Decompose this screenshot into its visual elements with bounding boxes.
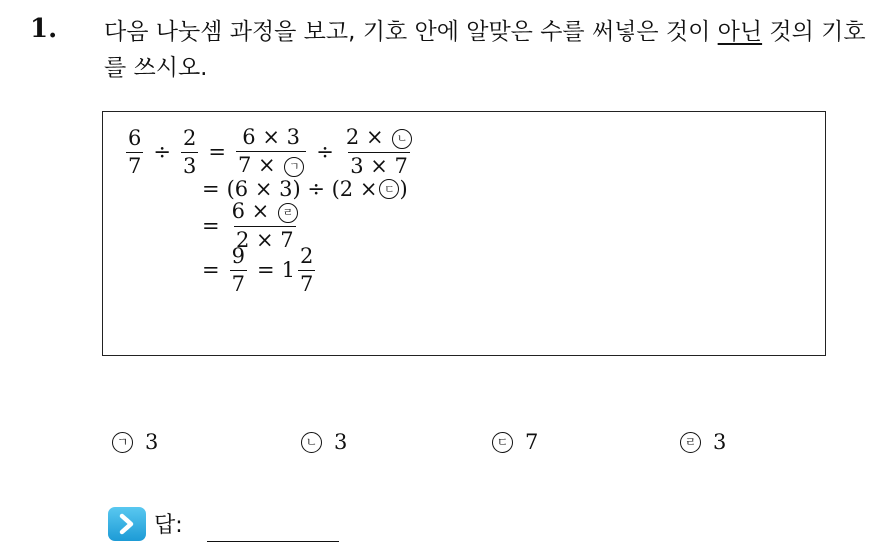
fraction-nine-sevenths: [230, 243, 247, 296]
circled-rieul-blank: ㄹ: [278, 203, 298, 223]
choice-nieun[interactable]: [301, 430, 347, 454]
question-text-start: 다음 나눗셈 과정을 보고, 기호 안에 알맞은 수를 써넣은 것이: [104, 19, 718, 45]
choice-value: 7: [525, 430, 539, 454]
fraction-six-sevenths: [126, 125, 143, 178]
circled-giyeok-label: ㄱ: [112, 432, 133, 453]
denominator: [236, 151, 306, 177]
question-text-end: 것의 기호를 쓰시오.: [104, 19, 866, 81]
circled-rieul-label: ㄹ: [680, 432, 701, 453]
circled-nieun-blank: ㄴ: [392, 129, 412, 149]
denominator: 3 × 7: [350, 153, 408, 178]
division-process: [123, 125, 417, 296]
numerator: 2: [299, 243, 314, 268]
choice-digeut[interactable]: [492, 430, 538, 454]
numerator: 6 × 3: [242, 125, 300, 150]
question-number: 1.: [30, 14, 58, 44]
numerator: 6: [128, 125, 142, 150]
circled-digeut-label: ㄷ: [492, 432, 513, 453]
circled-nieun-label: ㄴ: [301, 432, 322, 453]
numerator: 2: [182, 125, 197, 150]
fraction-two-thirds: [181, 125, 198, 178]
circled-digeut-blank: ㄷ: [379, 179, 399, 199]
numerator-text: 2 ×: [345, 125, 384, 150]
denominator: 2 × 7: [235, 227, 294, 252]
closing-paren: ): [399, 176, 408, 201]
divide-sign: ÷: [316, 139, 334, 164]
answer-blank[interactable]: [207, 511, 339, 542]
math-line-3: [123, 199, 417, 252]
answer-area: [108, 505, 339, 542]
denominator: 7: [231, 271, 245, 296]
question-text: [104, 14, 874, 86]
divide-sign: ÷: [153, 139, 171, 164]
answer-label: 답:: [154, 513, 183, 538]
math-line-4: [123, 243, 417, 296]
choice-rieul[interactable]: [680, 430, 726, 454]
circled-giyeok-blank: ㄱ: [284, 157, 304, 177]
numerator: [344, 127, 414, 152]
equals-sign: =: [202, 176, 220, 201]
denominator-text: 7 ×: [237, 153, 276, 178]
denominator: 7: [128, 153, 142, 178]
solution-box: [102, 111, 826, 356]
fraction-with-blank-a: [236, 127, 306, 177]
equals-sign: =: [202, 213, 220, 238]
mixed-number-whole: 1: [281, 257, 295, 282]
choice-value: 3: [145, 430, 159, 454]
math-line-1: [123, 125, 417, 178]
denominator: 3: [182, 153, 197, 178]
multiplication-expression: (6 × 3) ÷ (2 ×: [226, 176, 378, 201]
choice-value: 3: [334, 430, 348, 454]
choice-value: 3: [713, 430, 727, 454]
fraction-with-blank-b: [344, 127, 414, 177]
numerator-text: 6 ×: [231, 199, 270, 224]
numerator: 9: [231, 243, 245, 268]
question-keyword-underlined: 아닌: [717, 19, 763, 45]
chevron-right-icon: [108, 507, 146, 541]
denominator: 7: [299, 271, 314, 296]
equals-sign: =: [202, 257, 220, 282]
equals-sign: =: [208, 139, 226, 164]
equals-sign: =: [256, 257, 275, 282]
choice-giyeok[interactable]: [112, 430, 158, 454]
numerator: [230, 201, 300, 226]
fraction-two-sevenths: [298, 243, 315, 296]
